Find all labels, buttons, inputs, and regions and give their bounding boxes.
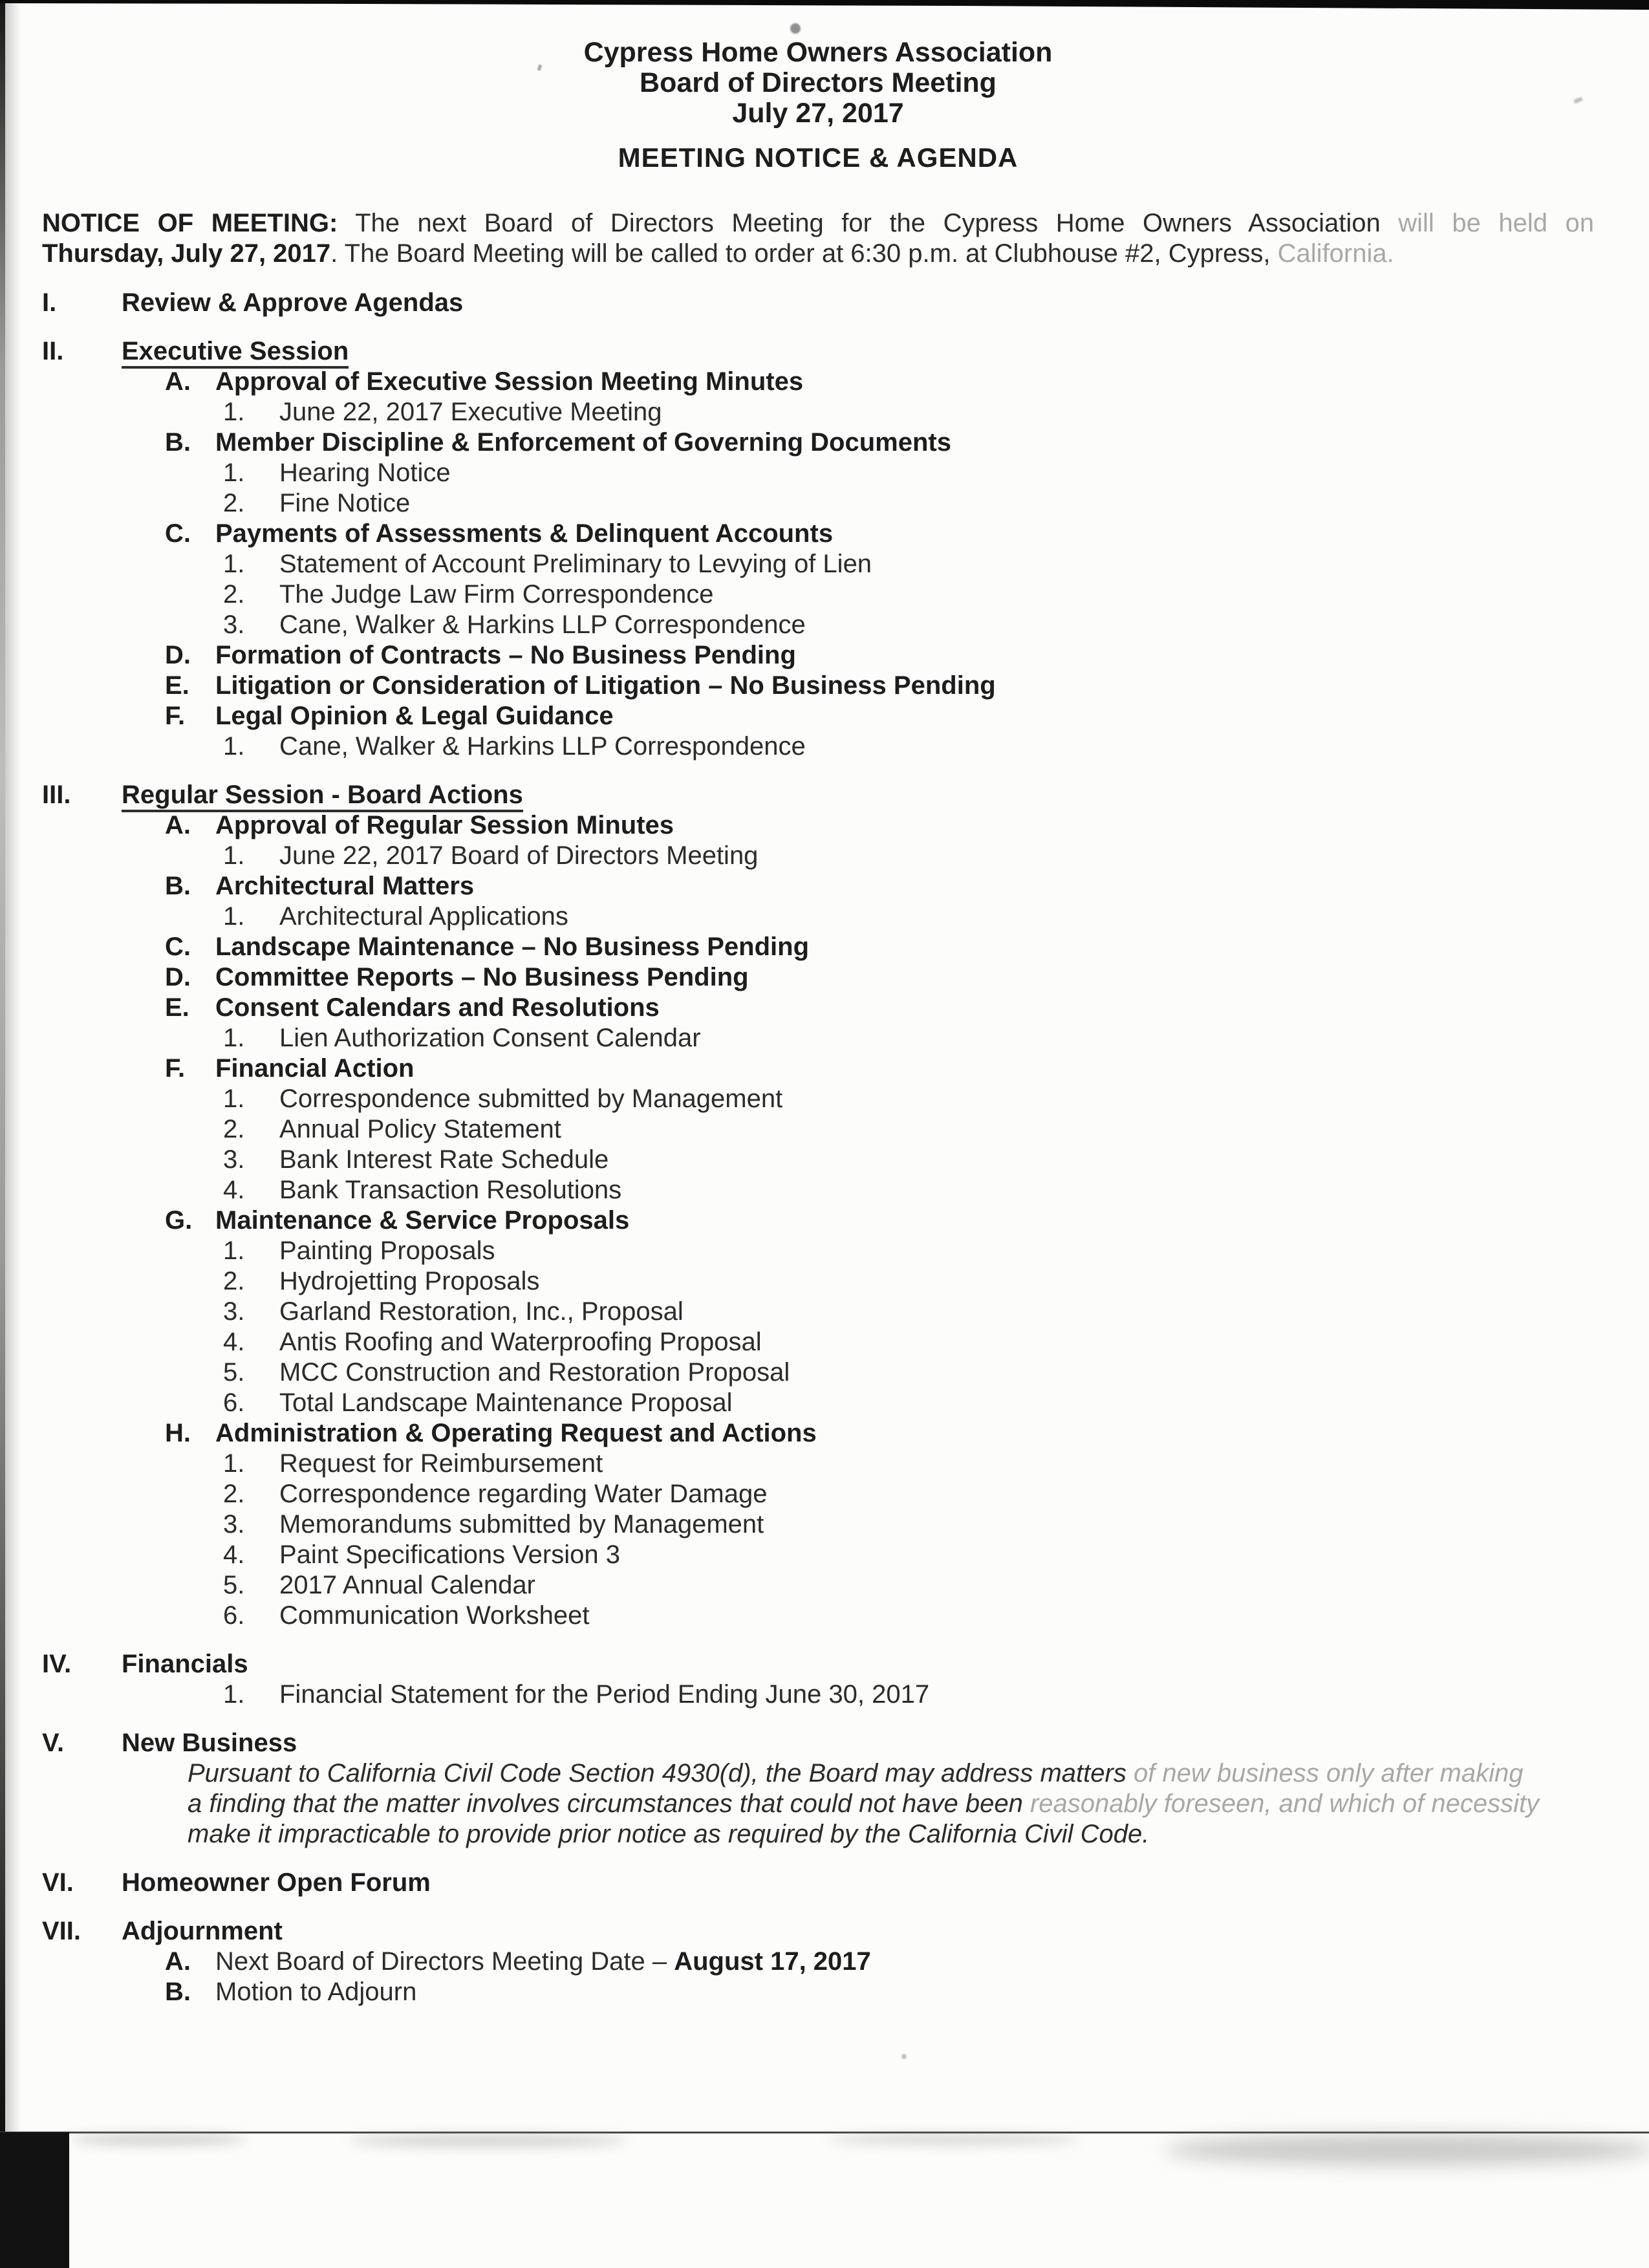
agenda-subitem xyxy=(42,1679,1594,1710)
agenda-subitem xyxy=(42,1388,1594,1418)
text-run: Hearing Notice xyxy=(279,459,451,487)
item-text xyxy=(279,580,713,609)
item-number: 4. xyxy=(223,1540,245,1569)
document-subtitle: MEETING NOTICE & AGENDA xyxy=(618,142,1018,173)
agenda-item xyxy=(42,932,1594,962)
text-run: Financial Action xyxy=(215,1054,415,1083)
section-title: Review & Approve Agendas xyxy=(122,288,464,317)
agenda-subitem xyxy=(42,1479,1594,1509)
item-text xyxy=(215,519,833,548)
text-run: Landscape Maintenance – No Business Pending xyxy=(215,933,810,961)
item-text xyxy=(279,550,872,578)
text-run: Financial Statement for the Period Ending June 30, 2017 xyxy=(279,1680,930,1709)
agenda-subitem xyxy=(42,1570,1594,1601)
agenda-subitem xyxy=(42,1023,1594,1053)
text-run: of new business only after making xyxy=(1133,1759,1524,1787)
item-letter: A. xyxy=(165,367,191,396)
paper-edge-shadow xyxy=(71,2134,246,2144)
item-number: 1. xyxy=(223,1024,245,1052)
section-title: Adjournment xyxy=(122,1917,283,1945)
item-text xyxy=(215,872,474,900)
text-run: Approval of Regular Session Minutes xyxy=(215,811,674,839)
item-letter: C. xyxy=(165,519,191,548)
item-text xyxy=(215,1054,414,1083)
notice-line xyxy=(42,208,1594,239)
text-run: August 17, 2017 xyxy=(674,1947,871,1976)
item-text xyxy=(279,902,568,931)
item-text xyxy=(215,1419,817,1447)
meeting-date-line: July 27, 2017 xyxy=(732,98,904,129)
item-letter: E. xyxy=(165,671,189,700)
item-text xyxy=(279,398,662,426)
item-text xyxy=(279,610,806,639)
item-number: 2. xyxy=(223,489,245,517)
item-text xyxy=(279,841,758,870)
agenda-outline xyxy=(42,288,1594,2007)
agenda-section xyxy=(42,780,1594,1631)
section-heading xyxy=(42,336,1594,367)
agenda-subitem xyxy=(42,1175,1594,1205)
text-run: Next Board of Directors Meeting Date – xyxy=(215,1947,674,1976)
item-letter: D. xyxy=(165,963,191,991)
text-run: Painting Proposals xyxy=(279,1237,495,1265)
section-title: Homeowner Open Forum xyxy=(122,1868,431,1897)
item-number: 5. xyxy=(223,1358,245,1387)
section-note-line xyxy=(188,1819,1594,1850)
text-run: June 22, 2017 Executive Meeting xyxy=(279,398,662,426)
scan-speck xyxy=(901,2054,907,2059)
item-number: 3. xyxy=(223,1145,245,1174)
agenda-subitem xyxy=(42,579,1594,610)
agenda-subitem xyxy=(42,1145,1594,1175)
item-letter: D. xyxy=(165,641,191,669)
section-numeral: V. xyxy=(42,1729,65,1757)
agenda-section xyxy=(42,288,1594,318)
agenda-section xyxy=(42,1649,1594,1710)
agenda-item xyxy=(42,640,1594,671)
item-text xyxy=(279,1267,539,1295)
agenda-item xyxy=(42,519,1594,549)
item-number: 3. xyxy=(223,1297,245,1326)
item-text xyxy=(215,1206,629,1235)
item-number: 6. xyxy=(223,1388,245,1417)
agenda-subitem xyxy=(42,841,1594,871)
item-letter: B. xyxy=(165,872,191,900)
text-run: Paint Specifications Version 3 xyxy=(279,1540,620,1569)
text-run: Legal Opinion & Legal Guidance xyxy=(215,702,614,730)
meeting-type-line: Board of Directors Meeting xyxy=(640,67,997,98)
agenda-item xyxy=(42,1205,1594,1236)
item-text xyxy=(279,1176,621,1204)
text-run: NOTICE OF MEETING: xyxy=(42,209,338,237)
item-letter: B. xyxy=(165,428,191,457)
item-text xyxy=(215,933,809,961)
agenda-item xyxy=(42,810,1594,841)
text-run: Thursday, July 27, 2017 xyxy=(42,239,331,268)
item-letter: C. xyxy=(165,933,191,961)
item-number: 2. xyxy=(223,580,245,609)
item-number: 1. xyxy=(223,1449,245,1478)
section-heading xyxy=(42,1728,1594,1758)
text-run: Antis Roofing and Waterproofing Proposal xyxy=(279,1328,762,1356)
text-run: Formation of Contracts – No Business Pending xyxy=(215,641,796,669)
item-number: 1. xyxy=(223,459,245,487)
item-number: 4. xyxy=(223,1328,245,1356)
agenda-subitem xyxy=(42,1509,1594,1540)
text-run: Bank Transaction Resolutions xyxy=(279,1176,622,1204)
scan-corner-black-block xyxy=(0,2132,69,2268)
item-number: 2. xyxy=(223,1115,245,1143)
text-run: will be held on xyxy=(1398,209,1595,237)
section-note-line xyxy=(188,1789,1594,1819)
text-run: Total Landscape Maintenance Proposal xyxy=(279,1388,733,1417)
agenda-subitem xyxy=(42,1297,1594,1327)
text-run: Committee Reports – No Business Pending xyxy=(215,963,749,991)
agenda-subitem xyxy=(42,1114,1594,1145)
agenda-subitem xyxy=(42,1601,1594,1631)
paper-edge-shadow xyxy=(828,2134,1080,2144)
agenda-section xyxy=(42,1916,1594,2007)
text-run: Motion to Adjourn xyxy=(215,1978,417,2006)
agenda-subitem xyxy=(42,549,1594,579)
item-text xyxy=(279,1571,535,1599)
item-text xyxy=(279,1510,764,1539)
text-run: Memorandums submitted by Management xyxy=(279,1510,764,1539)
item-number: 3. xyxy=(223,610,245,639)
item-text xyxy=(215,428,951,457)
agenda-subitem xyxy=(42,1236,1594,1266)
section-title: Executive Session xyxy=(122,337,349,369)
text-run: MCC Construction and Restoration Proposal xyxy=(279,1358,790,1387)
item-text xyxy=(279,1115,561,1143)
agenda-item xyxy=(42,671,1594,701)
agenda-subitem xyxy=(42,1327,1594,1357)
text-run: California. xyxy=(1277,239,1394,268)
section-numeral: II. xyxy=(42,337,64,365)
item-text xyxy=(279,459,451,487)
item-text xyxy=(215,963,749,991)
item-number: 3. xyxy=(223,1510,245,1539)
text-run: Payments of Assessments & Delinquent Accounts xyxy=(215,519,834,548)
text-run: Approval of Executive Session Meeting Minutes xyxy=(215,367,804,396)
item-text xyxy=(215,702,614,730)
agenda-subitem xyxy=(42,731,1594,762)
item-text xyxy=(279,1237,495,1265)
item-text xyxy=(279,1449,603,1478)
text-run: Lien Authorization Consent Calendar xyxy=(279,1024,701,1052)
section-title: Financials xyxy=(122,1650,248,1678)
section-numeral: I. xyxy=(42,288,57,317)
item-text xyxy=(215,993,660,1022)
agenda-subitem xyxy=(42,458,1594,488)
item-number: 2. xyxy=(223,1480,245,1508)
item-number: 1. xyxy=(223,550,245,578)
agenda-subitem xyxy=(42,1266,1594,1297)
item-text xyxy=(279,489,410,517)
item-number: 1. xyxy=(223,1680,245,1709)
text-run: Fine Notice xyxy=(279,489,411,517)
section-title: New Business xyxy=(122,1729,297,1757)
item-text xyxy=(215,641,796,669)
section-heading xyxy=(42,1916,1594,1947)
paper-edge-shadow xyxy=(1164,2134,1649,2165)
text-run: Correspondence regarding Water Damage xyxy=(279,1480,768,1508)
document-title-block xyxy=(42,38,1594,129)
item-letter: H. xyxy=(165,1419,191,1447)
section-heading xyxy=(42,780,1594,810)
item-text xyxy=(279,732,806,761)
text-run: a finding that the matter involves circumstances that could not have been xyxy=(188,1789,1030,1818)
item-text xyxy=(215,1947,871,1976)
agenda-item xyxy=(42,427,1594,458)
text-run: Pursuant to California Civil Code Section 4930(d), the Board may address matters xyxy=(188,1759,1134,1787)
agenda-item xyxy=(42,1053,1594,1084)
item-text xyxy=(279,1480,767,1508)
item-text xyxy=(279,1085,782,1113)
text-run: Hydrojetting Proposals xyxy=(279,1267,540,1295)
item-number: 2. xyxy=(223,1267,245,1295)
agenda-section xyxy=(42,336,1594,762)
item-letter: G. xyxy=(165,1206,193,1235)
text-run: June 22, 2017 Board of Directors Meeting xyxy=(279,841,759,870)
text-run: Garland Restoration, Inc., Proposal xyxy=(279,1297,684,1326)
item-text xyxy=(279,1540,620,1569)
text-run: Correspondence submitted by Management xyxy=(279,1085,783,1113)
item-number: 1. xyxy=(223,732,245,761)
item-text xyxy=(279,1388,732,1417)
item-letter: B. xyxy=(165,1978,191,2006)
text-run: Communication Worksheet xyxy=(279,1601,590,1630)
agenda-subitem xyxy=(42,1449,1594,1479)
text-run: The Judge Law Firm Correspondence xyxy=(279,580,714,609)
agenda-section xyxy=(42,1868,1594,1898)
text-run: Consent Calendars and Resolutions xyxy=(215,993,660,1022)
section-heading xyxy=(42,1649,1594,1679)
text-run: make it impracticable to provide prior notice as required by the California Civil Code. xyxy=(188,1820,1150,1848)
text-run: Cane, Walker & Harkins LLP Correspondence xyxy=(279,610,806,639)
text-run: Maintenance & Service Proposals xyxy=(215,1206,630,1235)
item-text xyxy=(279,1358,790,1387)
section-numeral: VII. xyxy=(42,1917,81,1945)
agenda-subitem xyxy=(42,397,1594,427)
notice-line xyxy=(42,239,1594,269)
item-text xyxy=(215,1978,416,2006)
item-number: 1. xyxy=(223,902,245,931)
section-numeral: IV. xyxy=(42,1650,72,1678)
agenda-item xyxy=(42,1947,1594,1977)
agenda-subitem xyxy=(42,902,1594,932)
agenda-item xyxy=(42,993,1594,1023)
item-text xyxy=(279,1145,609,1174)
item-number: 5. xyxy=(223,1571,245,1599)
text-run: Administration & Operating Request and Actions xyxy=(215,1419,817,1447)
agenda-subitem xyxy=(42,1540,1594,1570)
item-number: 1. xyxy=(223,398,245,426)
item-text xyxy=(279,1024,701,1052)
section-heading xyxy=(42,1868,1594,1898)
agenda-item xyxy=(42,367,1594,397)
paper-bottom-edge-line xyxy=(0,2132,1649,2133)
agenda-subitem xyxy=(42,488,1594,519)
agenda-item xyxy=(42,871,1594,902)
section-numeral: III. xyxy=(42,781,71,809)
agenda-item xyxy=(42,701,1594,731)
item-letter: F. xyxy=(165,702,186,730)
agenda-item xyxy=(42,962,1594,993)
text-run: Cane, Walker & Harkins LLP Correspondence xyxy=(279,732,806,761)
item-letter: E. xyxy=(165,993,189,1022)
text-run: . The Board Meeting will be called to order at 6:30 p.m. at Clubhouse #2, Cypress, xyxy=(330,239,1278,268)
agenda-item xyxy=(42,1977,1594,2007)
text-run: Bank Interest Rate Schedule xyxy=(279,1145,609,1174)
item-number: 1. xyxy=(223,1237,245,1265)
agenda-section xyxy=(42,1728,1594,1850)
notice-of-meeting-paragraph xyxy=(42,208,1594,269)
item-number: 6. xyxy=(223,1601,245,1630)
item-text xyxy=(215,367,803,396)
text-run: The next Board of Directors Meeting for the Cypress Home Owners Association xyxy=(338,209,1399,237)
text-run: Member Discipline & Enforcement of Governing Documents xyxy=(215,428,951,457)
text-run: Architectural Applications xyxy=(279,902,568,931)
item-letter: F. xyxy=(165,1054,186,1083)
text-run: Litigation or Consideration of Litigation – No Business Pending xyxy=(215,671,996,700)
section-title: Regular Session - Board Actions xyxy=(122,781,523,812)
agenda-subitem xyxy=(42,1357,1594,1388)
item-number: 1. xyxy=(223,841,245,870)
text-run: reasonably foreseen, and which of necessity xyxy=(1029,1789,1540,1818)
section-heading xyxy=(42,288,1594,318)
section-numeral: VI. xyxy=(42,1868,74,1897)
item-text xyxy=(279,1601,589,1630)
text-run: Architectural Matters xyxy=(215,872,475,900)
agenda-subitem xyxy=(42,1084,1594,1114)
text-run: Request for Reimbursement xyxy=(279,1449,603,1478)
paper-edge-shadow xyxy=(349,2135,627,2146)
section-note-line xyxy=(188,1758,1594,1789)
text-run: 2017 Annual Calendar xyxy=(279,1571,535,1599)
item-text xyxy=(279,1680,929,1709)
item-letter: A. xyxy=(165,1947,191,1976)
org-name-line: Cypress Home Owners Association xyxy=(583,37,1053,68)
agenda-item xyxy=(42,1418,1594,1449)
item-number: 1. xyxy=(223,1085,245,1113)
agenda-subitem xyxy=(42,610,1594,640)
text-run: Annual Policy Statement xyxy=(279,1115,561,1143)
text-run: Statement of Account Preliminary to Levying of Lien xyxy=(279,550,872,578)
item-text xyxy=(215,811,674,839)
item-number: 4. xyxy=(223,1176,245,1204)
item-text xyxy=(215,671,996,700)
item-text xyxy=(279,1297,684,1326)
item-letter: A. xyxy=(165,811,191,839)
item-text xyxy=(279,1328,762,1356)
